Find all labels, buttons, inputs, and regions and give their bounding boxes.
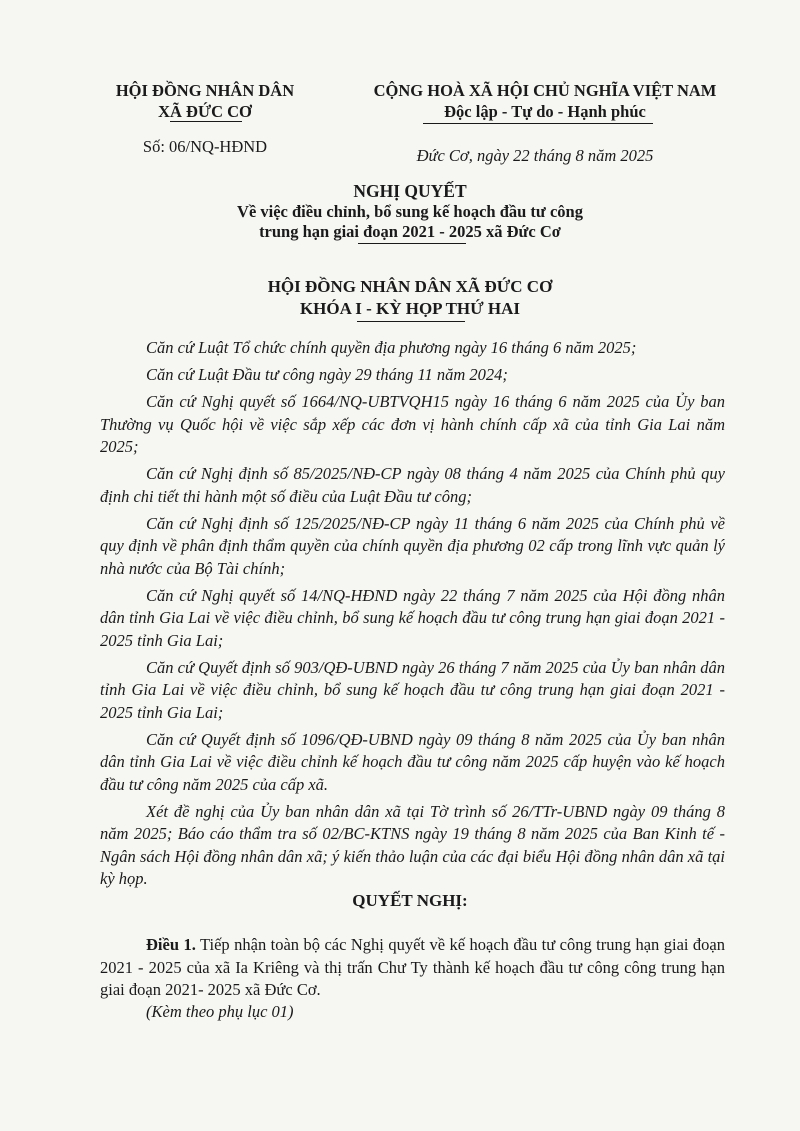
- article-1-label: Điều 1.: [146, 935, 196, 954]
- title-underline: [358, 243, 466, 244]
- document-type: NGHỊ QUYẾT: [353, 181, 467, 201]
- org-name-line1: HỘI ĐỒNG NHÂN DÂN: [115, 81, 295, 100]
- article-1: [100, 934, 725, 1002]
- council-underline: [357, 321, 465, 322]
- place-date: Đức Cơ, ngày 22 tháng 8 năm 2025: [416, 146, 654, 165]
- nation-name: CỘNG HOÀ XÃ HỘI CHỦ NGHĨA VIỆT NAM: [373, 81, 717, 100]
- legal-basis-item: Căn cứ Nghị quyết số 1664/NQ-UBTVQH15 ngày 16 tháng 6 năm 2025 của Ủy ban Thường vụ Quốc hội về việc sắp xếp các đơn vị hành chính cấp xã của tỉnh Gia Lai năm 2025;: [100, 392, 725, 456]
- legal-basis-item: Căn cứ Nghị định số 85/2025/NĐ-CP ngày 08 tháng 4 năm 2025 của Chính phủ quy định chi tiết thi hành một số điều của Luật Đầu tư công;: [100, 464, 725, 506]
- legal-basis-item: Căn cứ Luật Đầu tư công ngày 29 tháng 11 năm 2024;: [146, 365, 508, 384]
- council-name: HỘI ĐỒNG NHÂN DÂN XÃ ĐỨC CƠ: [267, 277, 553, 296]
- issuing-organization: [96, 80, 314, 122]
- motto-underline: [423, 123, 653, 124]
- legal-basis-item: Căn cứ Nghị định số 125/2025/NĐ-CP ngày 11 tháng 6 năm 2025 của Chính phủ về quy định về phân định thẩm quyền của chính quyền địa phương 02 cấp trong lĩnh vực quản lý nhà nước của Bộ Tài chính;: [100, 513, 725, 578]
- council-heading: [150, 276, 670, 320]
- decision-heading: QUYẾT NGHỊ:: [352, 891, 468, 910]
- document-number: Số: 06/NQ-HĐND: [142, 137, 268, 156]
- council-session: KHÓA I - KỲ HỌP THỨ HAI: [299, 299, 521, 318]
- article-1-paragraph: [100, 934, 725, 1002]
- legal-basis-item: Căn cứ Quyết định số 1096/QĐ-UBND ngày 09 tháng 8 năm 2025 của Ủy ban nhân dân tỉnh Gia Lai về việc điều chỉnh kế hoạch đầu tư công năm 2025 cấp huyện vào kế hoạch đầu tư công năm 2025 của cấp xã.: [100, 729, 725, 794]
- national-motto: [350, 80, 740, 122]
- org-name-line2: XÃ ĐỨC CƠ: [158, 102, 252, 121]
- subject-line2: trung hạn giai đoạn 2021 - 2025 xã Đức Cơ: [259, 222, 561, 241]
- motto: Độc lập - Tự do - Hạnh phúc: [444, 102, 646, 121]
- legal-basis-item: Căn cứ Nghị quyết số 14/NQ-HĐND ngày 22 tháng 7 năm 2025 của Hội đồng nhân dân tỉnh Gia Lai về việc điều chỉnh, bổ sung kế hoạch đầu tư công trung hạn giai đoạn 2021 - 2025 tỉnh Gia Lai;: [100, 585, 725, 650]
- legal-basis-item: Căn cứ Quyết định số 903/QĐ-UBND ngày 26 tháng 7 năm 2025 của Ủy ban nhân dân tỉnh Gia Lai về việc điều chỉnh, bổ sung kế hoạch đầu tư công trung hạn giai đoạn 2021 - 2025 tỉnh Gia Lai;: [100, 657, 725, 722]
- legal-basis-item: Xét đề nghị của Ủy ban nhân dân xã tại Tờ trình số 26/TTr-UBND ngày 09 tháng 8 năm 2025; Báo cáo thẩm tra số 02/BC-KTNS ngày 19 tháng 8 năm 2025 của Ban Kinh tế - Ngân sách Hội đồng nhân dân xã; ý kiến thảo luận của các đại biểu Hội đồng nhân dân xã tại kỳ họp.: [100, 801, 725, 888]
- legal-bases: [100, 337, 725, 895]
- attachment-note: (Kèm theo phụ lục 01): [146, 1002, 294, 1021]
- article-1-text: Tiếp nhận toàn bộ các Nghị quyết về kế hoạch đầu tư công trung hạn giai đoạn 2021 - 2025 của xã Ia Kriêng và thị trấn Chư Ty thành kế hoạch đầu tư công công trung hạn giai đoạn 2021- 2025 xã Đức Cơ.: [100, 935, 726, 999]
- legal-basis-item: Căn cứ Luật Tổ chức chính quyền địa phương ngày 16 tháng 6 năm 2025;: [146, 338, 637, 357]
- subject-line1: Về việc điều chỉnh, bổ sung kế hoạch đầu tư công: [237, 202, 583, 221]
- document-title: [120, 180, 700, 242]
- org-underline: [170, 121, 242, 122]
